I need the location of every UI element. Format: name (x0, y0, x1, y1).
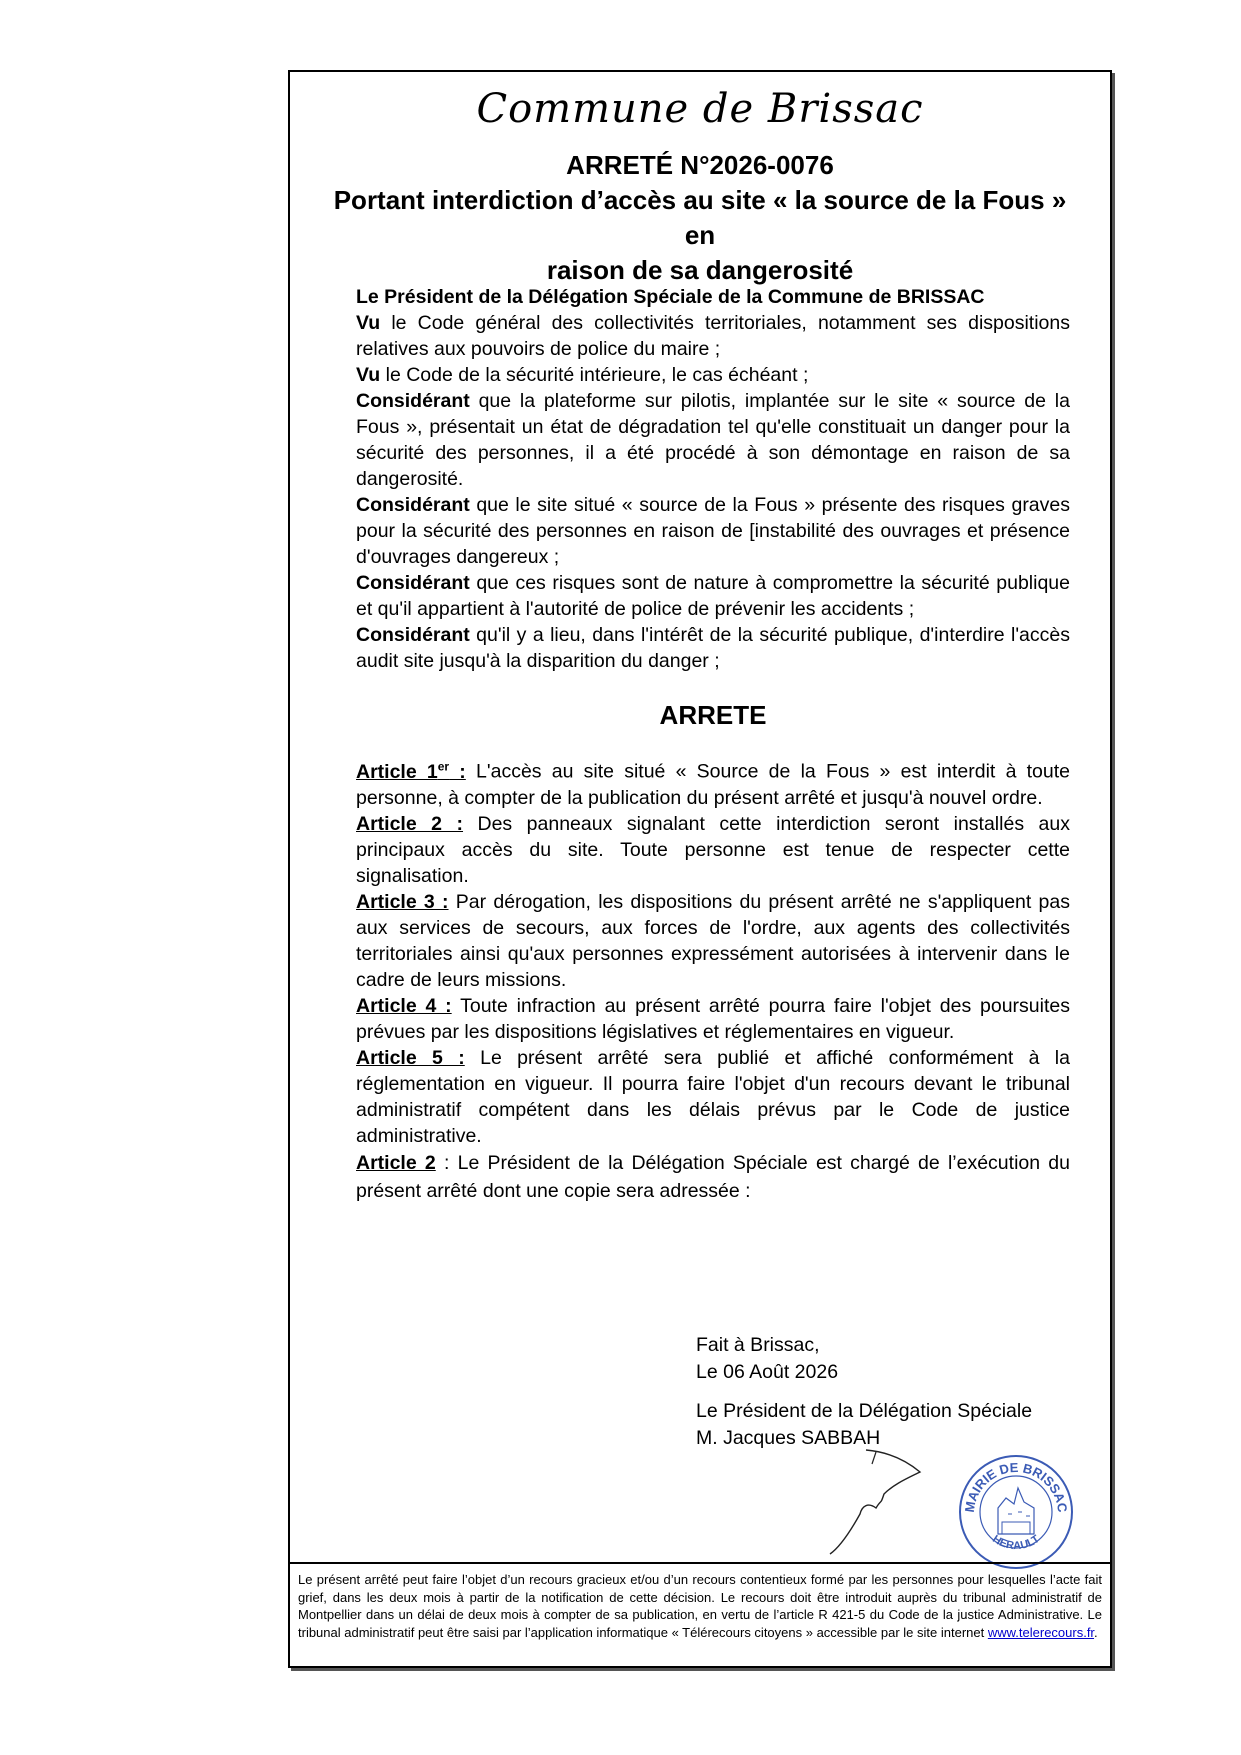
article-text: Toute infraction au présent arrêté pourra faire l'objet des poursuites prévues par les dispositions législatives et réglementaires en vigueur. (356, 994, 1070, 1043)
document-body (356, 284, 1070, 1205)
subtitle-line-1: Portant interdiction d’accès au site « la source de la Fous » en (333, 185, 1067, 250)
article-label: Article 3 : (356, 890, 449, 913)
legal-footer (290, 1562, 1110, 1666)
preamble-item (356, 310, 1070, 362)
article-label (356, 761, 466, 783)
arrete-heading: ARRETE (659, 700, 767, 730)
preamble-lead: Considérant (356, 390, 470, 412)
svg-text:MAIRIE DE BRISSAC (962, 1460, 1070, 1514)
article-4 (356, 993, 1070, 1045)
commune-name: Commune de Brissac (476, 86, 924, 132)
preamble-lead: Considérant (356, 572, 470, 594)
arrete-number: ARRETÉ N°2026-0076 (566, 150, 834, 180)
signature-block (696, 1332, 1032, 1452)
preamble-text: que le site situé « source de la Fous » présente des risques graves pour la sécurité des personnes en raison de [instabilité des ouvrages et présence d'ouvrages dangereux ; (356, 494, 1070, 568)
article-label-text: Article 1 (356, 760, 438, 783)
article-5 (356, 1045, 1070, 1149)
article-3 (356, 889, 1070, 993)
preamble-lead: Vu (356, 364, 381, 386)
preamble-item (356, 388, 1070, 492)
article-label: Article 2 : (356, 812, 464, 835)
signature-place: Fait à Brissac, (696, 1334, 820, 1356)
document-frame (288, 70, 1112, 1668)
svg-text:HERAULT (990, 1533, 1042, 1552)
preamble-item (356, 622, 1070, 674)
article-label-suffix: : (449, 760, 466, 783)
title-block (330, 148, 1070, 288)
preamble-text: le Code de la sécurité intérieure, le cas échéant ; (380, 364, 809, 386)
preamble-lead: Vu (356, 312, 381, 334)
seal-bottom-text: HERAULT (990, 1533, 1042, 1553)
signature-name: M. Jacques SABBAH (696, 1427, 881, 1449)
signature-role: Le Président de la Délégation Spéciale (696, 1400, 1033, 1422)
president-heading: Le Président de la Délégation Spéciale de la Commune de BRISSAC (356, 286, 985, 308)
telerecours-link[interactable]: www.telerecours.fr (987, 1624, 1095, 1640)
preamble-text: que ces risques sont de nature à compromettre la sécurité publique et qu'il appartient à l'autorité de police de prévenir les accidents ; (356, 572, 1070, 620)
mairie-seal (956, 1452, 1076, 1572)
preamble-item (356, 492, 1070, 570)
article-text: : Le Président de la Délégation Spéciale est chargé de l’exécution du présent arrêté dont une copie sera adressée : (356, 1151, 1071, 1202)
article-sup: er (437, 759, 450, 773)
preamble-text: le Code général des collectivités territoriales, notamment ses dispositions relatives aux pouvoirs de police du maire ; (356, 312, 1070, 360)
preamble-item (356, 362, 1070, 388)
preamble-lead: Considérant (356, 624, 470, 646)
article-text: Des panneaux signalant cette interdiction seront installés aux principaux accès du site. Toute personne est tenue de respecter cette signalisation. (356, 812, 1070, 887)
article-label: Article 5 : (356, 1046, 465, 1069)
preamble-text: que la plateforme sur pilotis, implantée sur le site « source de la Fous », présentait un état de dégradation tel qu'elle constituait un danger pour la sécurité des personnes, il a été procédé à son démontage en raison de sa dangerosité. (356, 390, 1070, 490)
article-1 (356, 753, 1070, 811)
footer-end: . (1094, 1624, 1098, 1640)
preamble-lead: Considérant (356, 494, 470, 516)
signature-date: Le 06 Août 2026 (696, 1361, 839, 1383)
article-6 (356, 1149, 1070, 1205)
handwritten-signature (810, 1442, 950, 1562)
article-text: L'accès au site situé « Source de la Fous » est interdit à toute personne, à compter de la publication du présent arrêté et jusqu'à nouvel ordre. (356, 760, 1070, 809)
seal-top-text: MAIRIE DE BRISSAC (961, 1459, 1071, 1514)
article-label: Article 4 : (356, 994, 452, 1017)
subtitle-line-2: raison de sa dangerosité (546, 255, 854, 285)
preamble-text: qu'il y a lieu, dans l'intérêt de la sécurité publique, d'interdire l'accès audit site jusqu'à la disparition du danger ; (356, 624, 1070, 672)
article-label: Article 2 (356, 1151, 436, 1174)
article-2 (356, 811, 1070, 889)
article-text: Le présent arrêté sera publié et affiché conformément à la réglementation en vigueur. Il pourra faire l'objet d'un recours devant le tribunal administratif compétent dans les délais prévus par le Code de justice administrative. (356, 1046, 1070, 1147)
preamble-item (356, 570, 1070, 622)
article-text: Par dérogation, les dispositions du présent arrêté ne s'appliquent pas aux services de secours, aux forces de l'ordre, aux agents des collectivités territoriales ainsi qu'aux personnes expressément autorisées à intervenir dans le cadre de leurs missions. (356, 890, 1070, 991)
footer-text: Le présent arrêté peut faire l’objet d’un recours gracieux et/ou d’un recours contentieux formé par les personnes pour lesquelles l’acte fait grief, dans les deux mois à partir de la notification de cette décision. Le recours doit être introduit auprès du tribunal administratif de Montpellier dans un délai de deux mois à compter de sa publication, en vertu de l’article R 421-5 du Code de la justice Administrative. Le tribunal administratif peut être saisi par l’application informatique « Télérecours citoyens » accessible par le site internet (298, 1572, 1102, 1640)
